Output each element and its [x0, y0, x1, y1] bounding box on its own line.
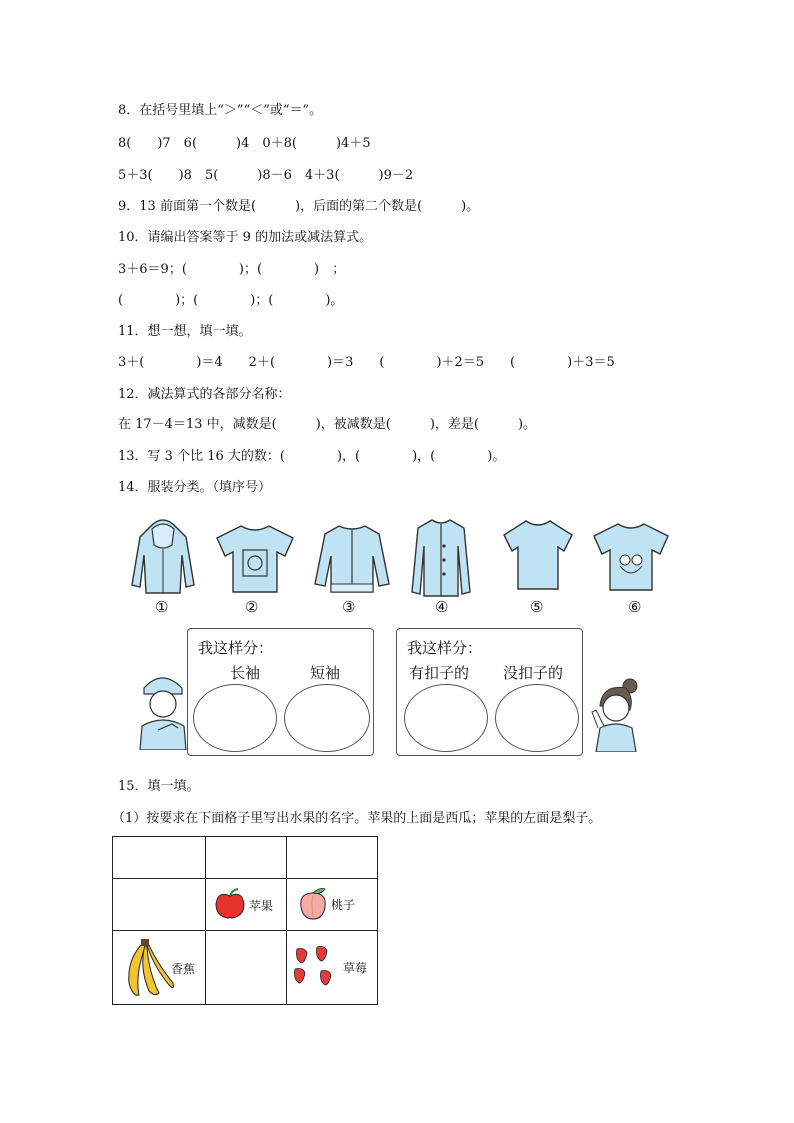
- strawberry-label: 草莓: [343, 961, 368, 975]
- boy-bubble-label-long-sleeve: 长袖: [230, 664, 261, 682]
- owl-tshirt-icon: [590, 520, 672, 594]
- q8-row1: 8( )7 6( )4 0＋8( )4＋5: [118, 136, 371, 151]
- clothes-number-5: ⑤: [530, 598, 544, 616]
- grid-cell-r1c2[interactable]: [206, 837, 287, 879]
- grid-cell-r1c1[interactable]: [113, 837, 206, 879]
- q12-title: 12．减法算式的各部分名称：: [118, 387, 291, 402]
- hoodie-icon: [128, 515, 198, 595]
- q13-text: 13．写 3 个比 16 大的数：( )，( )，( )。: [118, 449, 506, 464]
- boy-bubble-title: 我这样分：: [198, 639, 274, 657]
- q8-title: 8．在括号里填上“＞”“＜”或“＝”。: [118, 103, 323, 118]
- jacket-icon: [313, 522, 391, 596]
- q10-row2: ( )；( )；( )。: [118, 293, 344, 308]
- grid-cell-r3c2[interactable]: [206, 931, 287, 1005]
- apple-icon: [214, 888, 246, 920]
- clothes-number-3: ③: [342, 598, 356, 616]
- clothes-number-4: ④: [435, 598, 449, 616]
- q8-row2: 5＋3( )8 5( )8－6 4＋3( )9－2: [118, 168, 414, 183]
- girl-bubble-label-no-buttons: 没扣子的: [503, 664, 564, 682]
- clothes-number-6: ⑥: [628, 598, 642, 616]
- q11-title: 11．想一想，填一填。: [118, 324, 252, 339]
- short-sleeve-answer-circle[interactable]: [284, 684, 370, 752]
- grid-cell-apple: [206, 879, 287, 931]
- girl-bubble-title: 我这样分：: [407, 639, 483, 657]
- strawberry-icon: [291, 943, 343, 991]
- grid-cell-peach: [287, 879, 378, 931]
- q12-row1: 在 17－4＝13 中，减数是( )，被减数是( )，差是( )。: [118, 417, 537, 432]
- peach-label: 桃子: [331, 898, 356, 912]
- no-buttons-answer-circle[interactable]: [495, 684, 579, 752]
- grid-cell-r1c3[interactable]: [287, 837, 378, 879]
- cardigan-icon: [410, 516, 472, 598]
- q15-title: 15．填一填。: [118, 779, 200, 794]
- q10-row1: 3＋6＝9；( )；( ) ；: [118, 262, 346, 277]
- clothes-number-2: ②: [245, 598, 259, 616]
- peach-icon: [297, 887, 329, 921]
- grid-cell-strawberry: [287, 931, 378, 1005]
- q10-title: 10．请编出答案等于 9 的加法或减法算式。: [118, 230, 373, 245]
- boy-speech-bubble: [187, 628, 374, 756]
- girl-speech-bubble: [396, 628, 583, 756]
- tshirt-print-icon: [213, 522, 297, 594]
- long-sleeve-answer-circle[interactable]: [193, 684, 277, 752]
- q11-row1: 3＋( )＝4 2＋( )＝3 ( )＋2＝5 ( )＋3＝5: [118, 355, 615, 370]
- banana-icon: [119, 939, 175, 999]
- grid-cell-banana: [113, 931, 206, 1005]
- banana-label: 香蕉: [171, 962, 196, 976]
- tshirt-plain-icon: [500, 517, 576, 593]
- girl-illustration: [588, 676, 642, 752]
- q9-text: 9．13 前面第一个数是( )，后面的第二个数是( )。: [118, 199, 480, 214]
- grid-cell-r2c1[interactable]: [113, 879, 206, 931]
- buttons-answer-circle[interactable]: [404, 684, 488, 752]
- q15-sub1: （1）按要求在下面格子里写出水果的名字。苹果的上面是西瓜；苹果的左面是梨子。: [112, 811, 602, 826]
- girl-bubble-label-buttons: 有扣子的: [409, 664, 470, 682]
- clothes-number-1: ①: [155, 598, 169, 616]
- boy-bubble-label-short-sleeve: 短袖: [310, 664, 341, 682]
- apple-label: 苹果: [249, 899, 274, 913]
- q14-title: 14．服装分类。（填序号）: [118, 480, 272, 495]
- boy-illustration: [132, 668, 192, 750]
- fruit-grid: [112, 836, 378, 1005]
